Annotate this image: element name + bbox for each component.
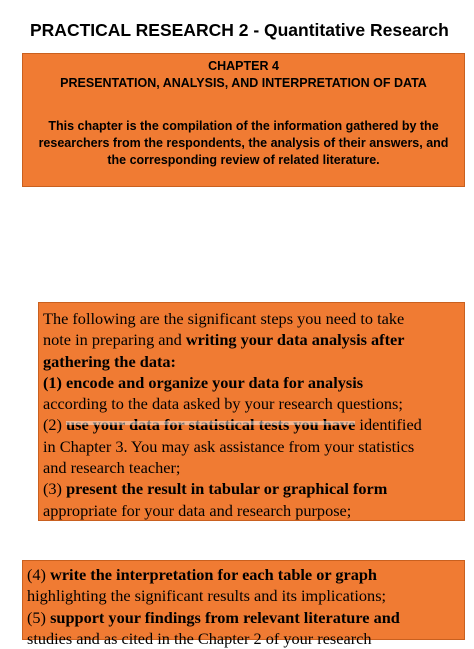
steps-line: appropriate for your data and research purpose; — [43, 500, 352, 520]
chapter-intro: This chapter is the compilation of the information gathered by the researchers from the respondents, the analysis of their answers, and the corresponding review of related literature. — [38, 119, 449, 167]
steps-text: (3) — [43, 479, 67, 499]
steps-text: identified — [355, 415, 422, 435]
steps-line: gathering the data: — [43, 351, 176, 371]
steps-text: (4) — [27, 565, 51, 584]
steps-line: and research teacher; — [43, 458, 181, 478]
steps-line — [43, 414, 460, 435]
steps-line: highlighting the significant results and its implications; — [27, 586, 387, 606]
steps-line: according to the data asked by your research questions; — [43, 394, 403, 414]
steps-line — [43, 478, 460, 499]
step-3-heading: present the result in tabular or graphical form — [66, 479, 388, 499]
steps-line — [43, 329, 460, 350]
steps-line: in Chapter 3. You may ask assistance from your statistics — [43, 436, 415, 456]
steps-line: studies and as cited in the Chapter 2 of your research — [27, 628, 372, 648]
step-5-heading: support your findings from relevant literature and — [50, 607, 400, 627]
steps-line: The following are the significant steps you need to take — [43, 309, 405, 328]
step-2-heading: use your data for statistical tests you have — [66, 415, 356, 435]
steps-text: (5) — [27, 607, 51, 627]
steps-text: (2) — [43, 415, 67, 435]
page-title: PRACTICAL RESEARCH 2 - Quantitative Research — [30, 20, 449, 40]
chapter-box — [22, 53, 465, 187]
steps-box — [38, 302, 465, 521]
chapter-number: CHAPTER 4 — [208, 59, 279, 73]
steps-text: note in preparing and — [43, 330, 186, 350]
steps-box-continued — [22, 560, 465, 648]
chapter-subtitle: PRESENTATION, ANALYSIS, AND INTERPRETATION OF DATA — [60, 76, 427, 90]
steps-line — [27, 607, 460, 628]
steps-emphasis: writing your data analysis after — [185, 330, 405, 350]
step-1-heading: (1) encode and organize your data for analysis — [43, 372, 364, 392]
steps-line — [27, 564, 460, 585]
step-4-heading: write the interpretation for each table or graph — [50, 565, 377, 584]
